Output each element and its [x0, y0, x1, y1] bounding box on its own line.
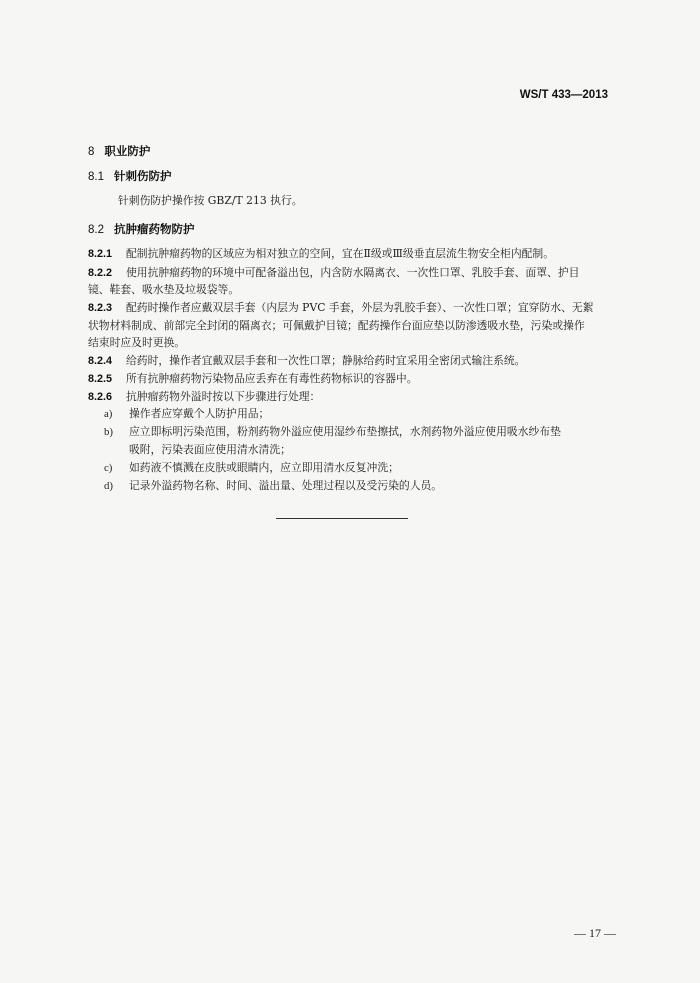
clause-number: 8.2.3 [88, 302, 113, 314]
clause-8-2-3-cont2: 结束时应及时更换。 [88, 336, 186, 349]
clause-8-2-2 [88, 265, 579, 282]
list-item-c [104, 460, 624, 477]
clause-8-2-2-cont: 镜、鞋套、吸水垫及垃圾袋等。 [88, 283, 240, 296]
list-marker: d) [104, 480, 113, 492]
clause-text: 配药时操作者应戴双层手套（内层为 PVC 手套，外层为乳胶手套）、一次性口罩；宜穿防水、无絮 [126, 301, 594, 314]
clause-8-2-1 [88, 246, 554, 263]
clause-8-2-3 [88, 300, 593, 317]
clause-text: 配制抗肿瘤药物的区域应为相对独立的空间，宜在Ⅱ级或Ⅲ级垂直层流生物安全柜内配制。 [126, 247, 555, 260]
section-8-1-body: 针刺伤防护操作按 GBZ/T 213 执行。 [118, 194, 303, 207]
section-number: 8.1 [88, 171, 104, 183]
section-8-2-heading [88, 221, 195, 237]
clause-8-2-6 [88, 389, 320, 406]
list-marker: c) [104, 462, 113, 474]
clause-number: 8.2.5 [88, 373, 113, 385]
section-8-1-heading [88, 168, 172, 184]
clause-number: 8.2.2 [88, 267, 113, 279]
list-item-d [104, 478, 624, 495]
list-item-text: 如药液不慎溅在皮肤或眼睛内，应立即用清水反复冲洗； [129, 461, 399, 474]
list-marker: b) [104, 426, 113, 438]
list-item-a [104, 406, 624, 423]
clause-text: 使用抗肿瘤药物的环境中可配备溢出包，内含防水隔离衣、一次性口罩、乳胶手套、面罩、护目 [126, 266, 580, 279]
clause-text: 抗肿瘤药物外溢时按以下步骤进行处理： [126, 390, 321, 403]
standard-code: WS/T 433—2013 [519, 89, 608, 101]
section-number: 8 [88, 146, 95, 158]
list-item-b [104, 424, 624, 441]
section-title: 针刺伤防护 [114, 169, 172, 183]
page-number: — 17 — [574, 926, 616, 940]
clause-number: 8.2.4 [88, 355, 113, 367]
list-item-b-cont: 吸附，污染表面应使用清水清洗； [129, 443, 291, 456]
clause-number: 8.2.6 [88, 391, 113, 403]
clause-8-2-4 [88, 353, 525, 370]
list-item-text: 操作者应穿戴个人防护用品； [129, 407, 270, 420]
section-8-heading [88, 143, 150, 159]
clause-number: 8.2.1 [88, 248, 113, 260]
clause-8-2-3-cont: 状物材料制成、前部完全封闭的隔离衣；可佩戴护目镜；配药操作台面应垫以防渗透吸水垫，污染或操作 [88, 319, 585, 332]
section-number: 8.2 [88, 224, 104, 236]
clause-text: 给药时，操作者宜戴双层手套和一次性口罩；静脉给药时宜采用全密闭式输注系统。 [126, 354, 526, 367]
list-item-text: 记录外溢药物名称、时间、溢出量、处理过程以及受污染的人员。 [129, 479, 443, 492]
end-rule [276, 518, 408, 519]
clause-8-2-5 [88, 371, 418, 388]
list-marker: a) [104, 408, 113, 420]
list-item-text: 应立即标明污染范围，粉剂药物外溢应使用湿纱布垫擦拭，水剂药物外溢应使用吸水纱布垫 [129, 425, 561, 438]
clause-text: 所有抗肿瘤药物污染物品应丢弃在有毒性药物标识的容器中。 [126, 372, 418, 385]
section-title: 抗肿瘤药物防护 [114, 222, 195, 236]
section-title: 职业防护 [104, 144, 151, 158]
